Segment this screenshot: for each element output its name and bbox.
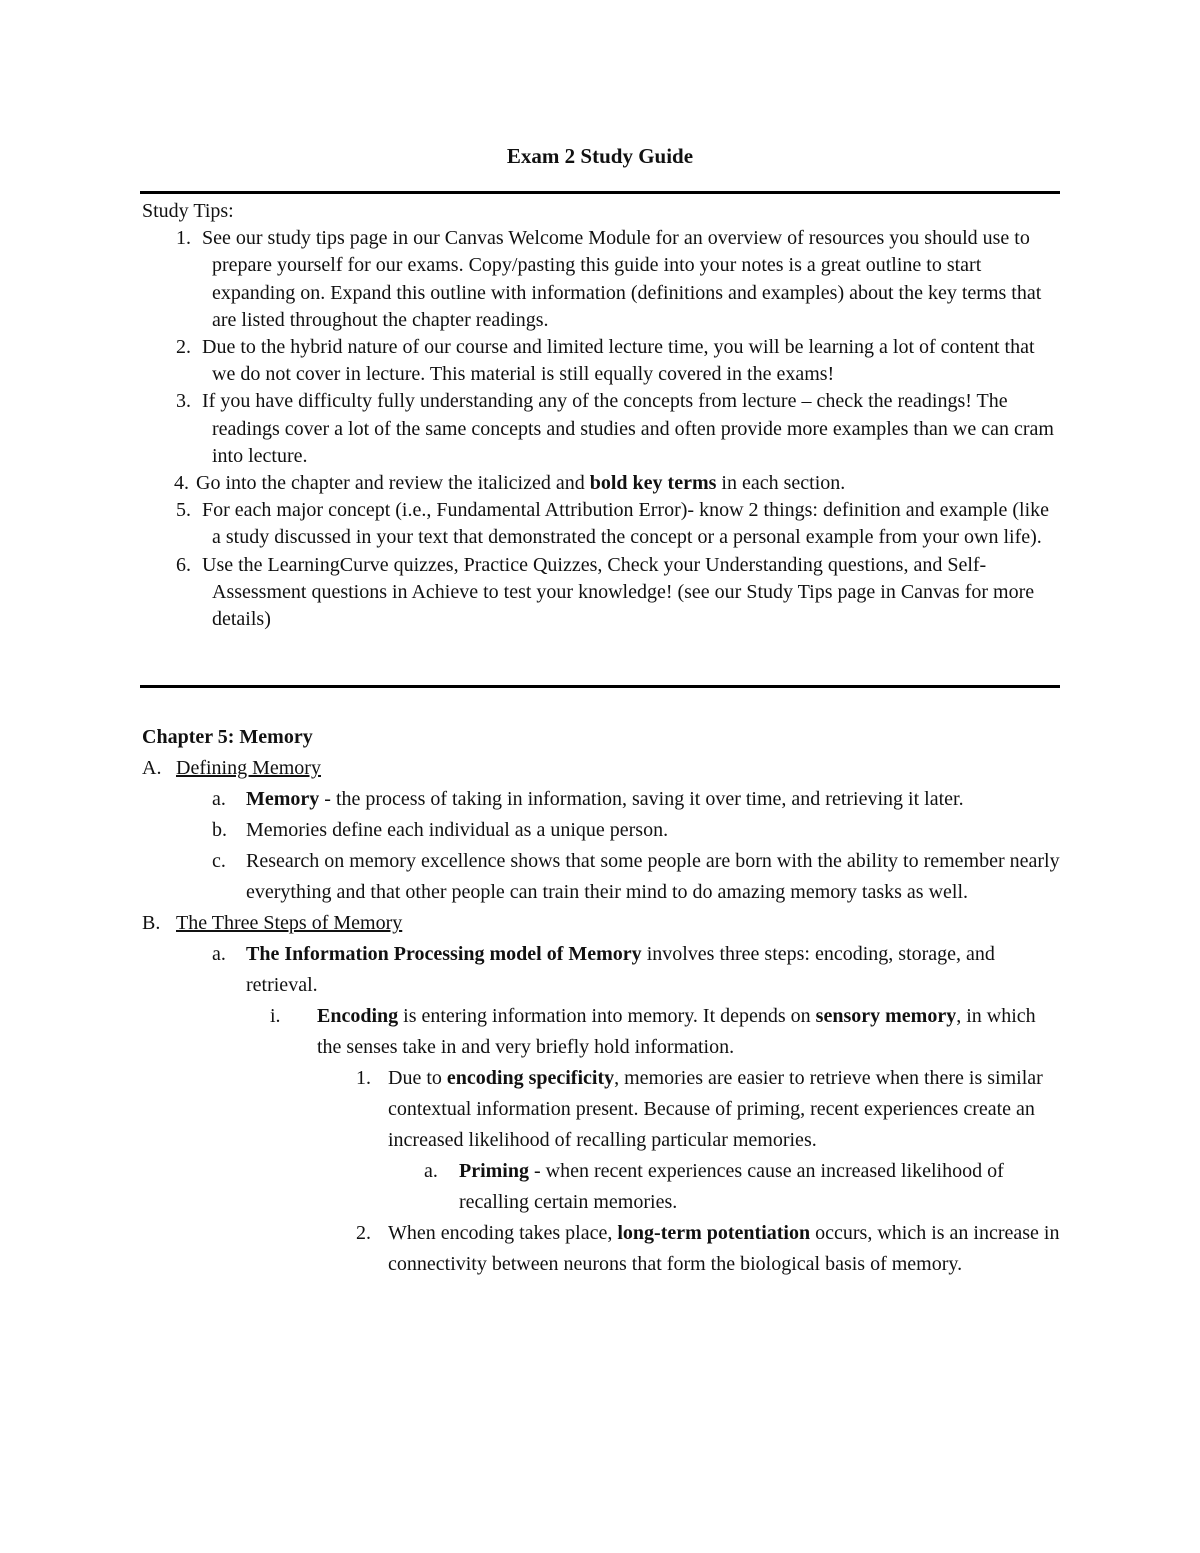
item-text: , in which the senses take in and very briefly hold information.	[317, 1005, 1036, 1058]
section-heading: Defining Memory	[176, 757, 321, 779]
tip-text: Use the LearningCurve quizzes, Practice Quizzes, Check your Understanding questions, and Self-Assessment questions in Achieve to test your knowledge! (see our Study Tips page in Canvas for more details)	[202, 553, 1035, 631]
tip-text-before: Go into the chapter and review the italicized and	[196, 472, 590, 495]
tip-bold-key-terms: bold key terms	[589, 472, 717, 495]
tip-text: See our study tips page in our Canvas Welcome Module for an overview of resources you should use to prepare yourself for our exams. Copy/pasting this guide into your notes is a great outline to start expanding on. Expand this outline with information (definitions and examples) about the key terms that are listed throughout the chapter readings.	[202, 227, 1042, 331]
tip-number: 3.	[176, 390, 191, 413]
item-marker: c.	[212, 850, 226, 872]
key-term: Priming	[459, 1160, 529, 1182]
item-text: When encoding takes place,	[388, 1222, 618, 1244]
tip-number: 4.	[174, 472, 189, 495]
tip-text: Due to the hybrid nature of our course and limited lecture time, you will be learning a lot of content that we do not cover in lecture. This material is still equally covered in the exams!	[202, 336, 1035, 386]
outline-item	[142, 939, 1062, 1001]
tip-text: For each major concept (i.e., Fundamental Attribution Error)- know 2 things: definition and example (like a study discussed in your text that demonstrated the concept or a personal example from your own life).	[202, 499, 1050, 549]
item-marker: b.	[212, 819, 227, 841]
item-marker: a.	[424, 1160, 438, 1182]
chapter-heading: Chapter 5: Memory	[142, 726, 313, 748]
study-tip-1	[142, 225, 1060, 334]
item-text: involves three steps: encoding, storage, and retrieval.	[246, 943, 995, 996]
key-term: Encoding	[317, 1005, 399, 1027]
study-tip-6	[142, 552, 1060, 634]
item-marker: a.	[212, 788, 226, 810]
item-text: occurs, which is an increase in connectivity between neurons that form the biological basis of memory.	[388, 1222, 1060, 1275]
item-text: Memories define each individual as a unique person.	[246, 819, 669, 841]
item-marker: 1.	[356, 1067, 371, 1089]
top-rule	[140, 191, 1060, 194]
section-marker: B.	[142, 912, 161, 934]
bottom-rule	[140, 685, 1060, 688]
tip-number: 1.	[176, 227, 191, 250]
key-term: Memory	[246, 788, 320, 810]
item-text: Due to	[388, 1067, 447, 1089]
study-tip-3	[142, 388, 1060, 470]
outline-item	[142, 815, 1062, 846]
tip-number: 2.	[176, 336, 191, 359]
study-tip-2	[142, 334, 1060, 388]
section-marker: A.	[142, 757, 162, 779]
chapter-outline	[142, 722, 1062, 1280]
tip-text-after: in each section.	[716, 472, 846, 495]
tip-number: 6.	[176, 553, 191, 576]
tip-text: If you have difficulty fully understanding any of the concepts from lecture – check the readings! The readings cover a lot of the same concepts and studies and often provide more examples than we can cram into lecture.	[202, 390, 1054, 467]
study-tip-4	[142, 470, 1060, 497]
item-marker: 2.	[356, 1222, 371, 1244]
outline-subitem	[142, 1218, 1062, 1280]
item-text: is entering information into memory. It depends on	[398, 1005, 816, 1027]
section-a	[142, 753, 1062, 784]
key-term: long-term potentiation	[617, 1222, 811, 1244]
item-marker: a.	[212, 943, 226, 965]
item-text: Research on memory excellence shows that some people are born with the ability to remember nearly everything and that other people can train their mind to do amazing memory tasks as well.	[246, 850, 1060, 903]
outline-item	[142, 846, 1062, 908]
study-tips-box	[142, 198, 1060, 633]
outline-subitem	[142, 1001, 1062, 1063]
tip-text	[196, 470, 1060, 497]
key-term: encoding specificity	[446, 1067, 615, 1089]
tip-number: 5.	[176, 499, 191, 522]
section-b	[142, 908, 1062, 939]
outline-item	[142, 784, 1062, 815]
outline-subitem	[142, 1156, 1062, 1218]
study-tips-heading: Study Tips:	[142, 200, 234, 222]
item-text: , memories are easier to retrieve when there is similar contextual information present. Because of priming, recent experiences create an increased likelihood of recalling particular memories.	[388, 1067, 1043, 1151]
section-heading: The Three Steps of Memory	[176, 912, 403, 934]
page-title: Exam 2 Study Guide	[506, 144, 694, 168]
outline-subitem	[142, 1063, 1062, 1156]
item-text: - the process of taking in information, saving it over time, and retrieving it later.	[319, 788, 964, 810]
item-marker: i.	[270, 1005, 281, 1027]
key-term: The Information Processing model of Memory	[246, 943, 642, 965]
item-text: - when recent experiences cause an increased likelihood of recalling certain memories.	[459, 1160, 1004, 1213]
study-tip-5	[142, 497, 1060, 551]
key-term: sensory memory	[815, 1005, 957, 1027]
